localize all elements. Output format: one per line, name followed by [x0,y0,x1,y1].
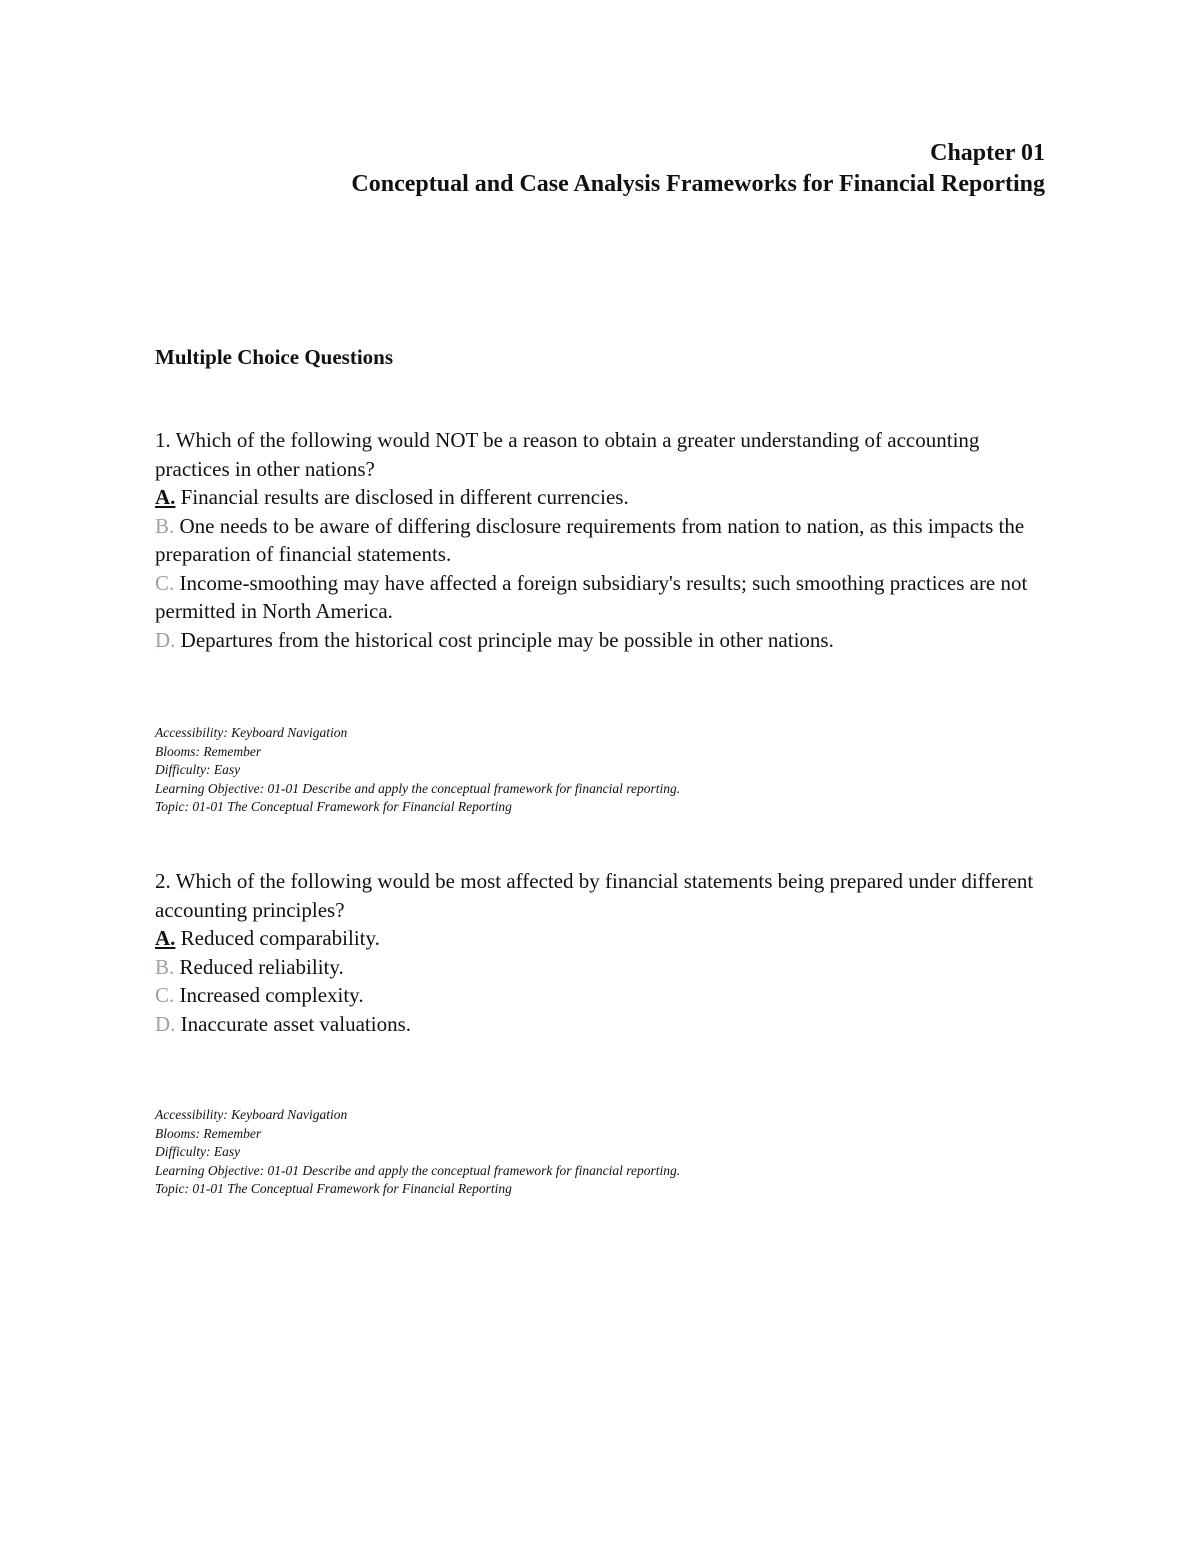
answer-letter: C. [155,570,175,595]
meta-difficulty: Difficulty: Easy [155,1144,241,1159]
answer-text: Income-smoothing may have affected a foreign subsidiary's results; such smoothing practices are not permitted in North America. [155,570,1028,623]
meta-accessibility: Accessibility: Keyboard Navigation [155,725,348,740]
answer-options [155,483,1035,654]
question-2-metadata [155,1106,680,1199]
question-stem: 1. Which of the following would NOT be a reason to obtain a greater understanding of accounting practices in other nations? [155,428,980,481]
meta-learning-objective: Learning Objective: 01-01 Describe and apply the conceptual framework for financial reporting. [155,1162,681,1178]
answer-options [155,924,1035,1038]
answer-option-b [155,512,1035,569]
answer-option-c [155,981,1035,1010]
chapter-title: Conceptual and Case Analysis Frameworks for Financial Reporting [351,171,1045,197]
answer-option-a [155,924,1035,953]
answer-letter: B. [155,513,175,538]
answer-option-c [155,569,1035,626]
answer-letter: D. [155,1011,176,1036]
question-2 [155,867,1035,1038]
answer-text: Financial results are disclosed in different currencies. [180,485,629,509]
meta-blooms: Blooms: Remember [155,743,262,759]
answer-text: Increased complexity. [179,983,364,1007]
chapter-number: Chapter 01 [930,140,1045,166]
answer-letter: D. [155,627,176,652]
chapter-header [351,138,1045,200]
answer-option-a [155,483,1035,512]
answer-option-d [155,1010,1035,1039]
answer-text: Reduced reliability. [179,954,344,979]
answer-option-d [155,626,1035,655]
meta-topic: Topic: 01-01 The Conceptual Framework for Financial Reporting [155,1181,512,1196]
correct-answer-letter: A. [155,926,176,950]
answer-letter: B. [155,954,175,979]
question-1 [155,426,1035,654]
answer-letter: C. [155,983,175,1007]
answer-text: Inaccurate asset valuations. [180,1011,411,1036]
meta-blooms: Blooms: Remember [155,1125,262,1141]
meta-accessibility: Accessibility: Keyboard Navigation [155,1107,348,1122]
meta-difficulty: Difficulty: Easy [155,762,241,777]
correct-answer-letter: A. [155,485,176,509]
meta-topic: Topic: 01-01 The Conceptual Framework for Financial Reporting [155,799,512,814]
answer-option-b [155,953,1035,982]
answer-text: Reduced comparability. [180,926,380,950]
question-stem: 2. Which of the following would be most affected by financial statements being prepared under different accounting principles? [155,869,1034,922]
answer-text: One needs to be aware of differing disclosure requirements from nation to nation, as this impacts the preparation of financial statements. [155,513,1025,566]
question-1-metadata [155,724,680,817]
answer-text: Departures from the historical cost principle may be possible in other nations. [180,627,834,652]
section-heading: Multiple Choice Questions [155,345,394,369]
meta-learning-objective: Learning Objective: 01-01 Describe and apply the conceptual framework for financial reporting. [155,780,681,796]
